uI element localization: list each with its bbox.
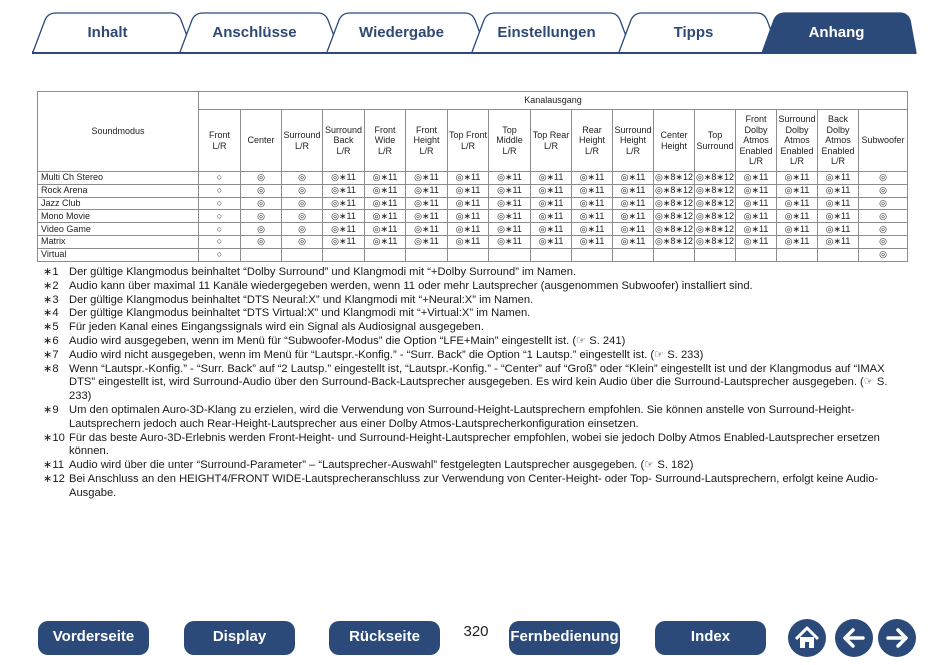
channel-header-line: Dolby bbox=[826, 124, 850, 135]
output-cell: ◎∗8∗12 bbox=[655, 197, 693, 208]
output-cell: ◎∗11 bbox=[777, 235, 818, 248]
output-cell: ◎∗11 bbox=[406, 172, 448, 185]
output-cell: ◎∗11 bbox=[818, 235, 859, 248]
channel-header-line: Subwoofer bbox=[861, 135, 905, 146]
output-cell bbox=[365, 248, 406, 261]
output-cell bbox=[406, 248, 448, 261]
output-cell: ○ bbox=[199, 197, 241, 210]
channel-header-line: Surround bbox=[283, 130, 321, 140]
channel-header-line: Enabled bbox=[780, 145, 814, 156]
output-cell: ◎ bbox=[859, 248, 908, 261]
output-cell: ◎∗11 bbox=[531, 197, 572, 210]
footnote bbox=[43, 280, 903, 294]
channel-header-line: Dolby bbox=[744, 124, 768, 135]
arrow-right-icon bbox=[878, 619, 916, 657]
output-cell: ◎∗11 bbox=[406, 235, 448, 248]
output-cell: ◎∗11 bbox=[572, 223, 613, 236]
output-cell: ◎∗11 bbox=[613, 184, 654, 197]
channel-header-line: Enabled bbox=[821, 145, 855, 156]
output-cell: ◎ bbox=[859, 235, 908, 248]
output-cell bbox=[777, 248, 818, 261]
output-cell: ◎∗11 bbox=[736, 197, 777, 210]
channel-header-line: Atmos bbox=[784, 135, 810, 146]
channel-header bbox=[365, 110, 406, 172]
output-cell: ◎∗8∗12 bbox=[696, 185, 734, 196]
channel-header bbox=[448, 110, 489, 172]
table-row bbox=[38, 248, 908, 261]
output-cell: ◎∗11 bbox=[777, 210, 818, 223]
rear-panel-button[interactable]: Rückseite bbox=[329, 621, 440, 655]
output-cell: ○ bbox=[199, 248, 241, 261]
footnotes bbox=[43, 266, 903, 501]
output-cell bbox=[736, 248, 777, 261]
output-cell bbox=[654, 248, 695, 261]
channel-header bbox=[531, 110, 572, 172]
output-cell: ◎∗11 bbox=[489, 223, 531, 236]
output-cell: ◎∗8∗12 bbox=[696, 236, 734, 247]
channel-header bbox=[777, 110, 818, 172]
footnote-mark: ∗12 bbox=[43, 472, 65, 485]
output-cell: ◎∗11 bbox=[613, 172, 654, 185]
tab-einstellungen[interactable]: Einstellungen bbox=[497, 24, 596, 41]
channel-header bbox=[613, 110, 654, 172]
output-cell: ◎∗11 bbox=[572, 172, 613, 185]
channel-header-line: Center bbox=[247, 135, 275, 146]
output-cell: ◎∗11 bbox=[818, 210, 859, 223]
output-cell: ◎∗11 bbox=[448, 172, 489, 185]
channel-output-header: Kanalausgang bbox=[199, 92, 908, 110]
output-cell: ◎∗8∗12 bbox=[696, 172, 734, 183]
channel-header-line: L/R bbox=[502, 145, 517, 156]
tab-inhalt[interactable]: Inhalt bbox=[87, 24, 128, 41]
footnote-text: Der gültige Klangmodus beinhaltet “DTS Virtual:X” und Klangmodi mit “+Virtual:X” im Namen. bbox=[69, 307, 531, 320]
output-cell bbox=[282, 248, 323, 261]
output-cell: ◎∗11 bbox=[323, 172, 365, 185]
output-cell: ◎∗11 bbox=[323, 197, 365, 210]
output-cell: ◎∗11 bbox=[489, 210, 531, 223]
footnote-text: Wenn “Lautspr.-Konfig.” - “Surr. Back” auf “2 Lautsp.” eingestellt ist, “Lautspr.-Konfig.” - “Center” auf “Groß” oder “Klein” eingestellt ist und der Klangmodus auf “IMAX DTS” eingestellt ist, wird Surround-Audio über den Surround-Back-Lautsprecher ausgegeben. Es wird kein Audio über die Surround-Lautsprecher ausgegeben. (☞ S. 233) bbox=[69, 362, 888, 403]
output-cell: ◎ bbox=[282, 172, 323, 185]
table-row bbox=[38, 184, 908, 197]
sound-mode-cell: Rock Arena bbox=[38, 184, 199, 197]
output-cell: ○ bbox=[199, 223, 241, 236]
output-cell bbox=[695, 248, 736, 261]
output-cell: ◎∗8∗12 bbox=[696, 223, 734, 234]
output-cell: ◎∗11 bbox=[777, 172, 818, 185]
channel-header-line: L/R bbox=[543, 140, 558, 151]
output-cell: ○ bbox=[199, 172, 241, 185]
footnote-mark: ∗4 bbox=[43, 307, 59, 320]
output-cell: ◎∗11 bbox=[406, 197, 448, 210]
output-cell: ◎∗11 bbox=[572, 184, 613, 197]
footnote bbox=[43, 363, 903, 404]
footnote bbox=[43, 321, 903, 335]
footnote-mark: ∗5 bbox=[43, 321, 59, 334]
back-button[interactable] bbox=[835, 619, 873, 657]
output-cell: ◎ bbox=[282, 197, 323, 210]
footnote-text: Der gültige Klangmodus beinhaltet “DTS Neural:X” und Klangmodi mit “+Neural:X” im Namen. bbox=[69, 293, 534, 306]
output-cell: ◎ bbox=[241, 223, 282, 236]
channel-header-line: L/R bbox=[336, 145, 351, 156]
output-cell: ◎∗11 bbox=[777, 223, 818, 236]
output-cell: ◎∗8∗12 bbox=[655, 223, 693, 234]
channel-header-line: Front bbox=[374, 124, 396, 135]
footnote-mark: ∗10 bbox=[43, 431, 65, 444]
output-cell bbox=[613, 248, 654, 261]
output-cell: ◎ bbox=[282, 223, 323, 236]
output-cell: ◎∗11 bbox=[323, 235, 365, 248]
channel-header-line: Front bbox=[208, 130, 230, 140]
footnote-text: Für das beste Auro-3D-Erlebnis werden Front-Height- und Surround-Height-Lautsprecher empfohlen, wobei sie jedoch Dolby Atmos Enabled-Lautsprecher ersetzen können. bbox=[69, 431, 880, 458]
output-cell: ◎∗11 bbox=[736, 210, 777, 223]
channel-header-line: Height bbox=[619, 135, 646, 146]
table-row bbox=[38, 197, 908, 210]
channel-header-line: Height bbox=[660, 140, 687, 151]
footnote bbox=[43, 473, 903, 501]
output-cell: ◎∗8∗12 bbox=[655, 210, 693, 221]
channel-header-line: Atmos bbox=[743, 135, 769, 146]
output-cell: ◎∗11 bbox=[323, 223, 365, 236]
footnote-mark: ∗8 bbox=[43, 362, 59, 375]
output-cell: ◎ bbox=[859, 223, 908, 236]
output-cell: ◎ bbox=[241, 172, 282, 185]
output-cell: ◎∗11 bbox=[818, 184, 859, 197]
tab-tipps[interactable]: Tipps bbox=[673, 24, 714, 41]
output-cell: ◎∗11 bbox=[448, 184, 489, 197]
footnote-text: Der gültige Klangmodus beinhaltet “Dolby Surround” und Klangmodi mit “+Dolby Surround” im Namen. bbox=[69, 266, 577, 278]
channel-header-line: L/R bbox=[419, 145, 434, 156]
footnote bbox=[43, 432, 903, 460]
channel-header bbox=[572, 110, 613, 172]
output-cell bbox=[323, 248, 365, 261]
output-cell: ◎∗11 bbox=[736, 184, 777, 197]
page-number: 320 bbox=[463, 623, 489, 640]
output-cell: ◎∗11 bbox=[406, 210, 448, 223]
output-cell: ◎∗8∗12 bbox=[696, 197, 734, 208]
channel-header bbox=[654, 110, 695, 172]
channel-header-line: L/R bbox=[789, 156, 804, 167]
channel-header-line: Rear bbox=[582, 124, 602, 135]
footnote bbox=[43, 335, 903, 349]
output-cell bbox=[572, 248, 613, 261]
channel-header-line: L/R bbox=[377, 145, 392, 156]
channel-header-line: Center bbox=[660, 130, 688, 140]
output-cell: ◎∗11 bbox=[736, 235, 777, 248]
footnote-text: Audio wird ausgegeben, wenn im Menü für “Subwoofer-Modus” die Option “LFE+Main” eingestellt ist. (☞ S. 241) bbox=[69, 334, 626, 347]
output-cell bbox=[448, 248, 489, 261]
front-panel-button[interactable]: Vorderseite bbox=[38, 621, 149, 655]
output-cell: ◎∗11 bbox=[572, 235, 613, 248]
channel-output-table bbox=[37, 91, 908, 262]
output-cell: ◎∗11 bbox=[365, 235, 406, 248]
output-cell: ◎∗11 bbox=[489, 197, 531, 210]
channel-header-line: Height bbox=[578, 135, 605, 146]
footnote-text: Bei Anschluss an den HEIGHT4/FRONT WIDE-Lautsprecheranschluss zur Verwendung von Center-Height- oder Top- Surround-Lautsprechern, erfolgt keine Audio-Ausgabe. bbox=[69, 472, 879, 499]
tab-wiedergabe[interactable]: Wiedergabe bbox=[359, 24, 444, 41]
channel-header-line: L/R bbox=[212, 140, 227, 151]
output-cell: ◎∗11 bbox=[736, 172, 777, 185]
channel-header-line: Atmos bbox=[825, 135, 851, 146]
channel-header-line: Height bbox=[413, 135, 440, 146]
channel-header-line: Wide bbox=[374, 135, 396, 146]
table-row bbox=[38, 210, 908, 223]
tab-bar bbox=[0, 0, 950, 56]
output-cell: ○ bbox=[199, 210, 241, 223]
sound-mode-cell: Jazz Club bbox=[38, 197, 199, 210]
footnote-text: Audio kann über maximal 11 Kanäle wiedergegeben werden, wenn 11 oder mehr Lautsprecher (ausgenommen Subwoofer) installiert sind. bbox=[69, 279, 753, 292]
home-icon bbox=[788, 619, 826, 657]
table-body bbox=[38, 172, 908, 262]
output-cell: ◎∗8∗12 bbox=[655, 185, 693, 196]
output-cell bbox=[241, 248, 282, 261]
sound-mode-cell: Multi Ch Stereo bbox=[38, 172, 199, 185]
channel-header-line: L/R bbox=[294, 140, 309, 151]
output-cell: ◎ bbox=[859, 172, 908, 185]
channel-header-line: Surround bbox=[696, 140, 734, 151]
sound-mode-cell: Mono Movie bbox=[38, 210, 199, 223]
output-cell: ◎ bbox=[282, 184, 323, 197]
table-row bbox=[38, 235, 908, 248]
output-cell: ◎ bbox=[282, 210, 323, 223]
output-cell: ◎∗11 bbox=[818, 223, 859, 236]
output-cell: ◎∗11 bbox=[323, 184, 365, 197]
output-cell: ◎∗11 bbox=[365, 184, 406, 197]
output-cell: ◎ bbox=[241, 197, 282, 210]
channel-header bbox=[406, 110, 448, 172]
channel-header bbox=[695, 110, 736, 172]
footnote-mark: ∗3 bbox=[43, 293, 59, 306]
sound-mode-cell: Video Game bbox=[38, 223, 199, 236]
table-row bbox=[38, 223, 908, 236]
footnote bbox=[43, 294, 903, 308]
channel-header bbox=[489, 110, 531, 172]
output-cell: ◎∗11 bbox=[489, 235, 531, 248]
channel-header bbox=[323, 110, 365, 172]
channel-header-line: L/R bbox=[830, 156, 845, 167]
channel-header-line: Surround bbox=[614, 124, 652, 135]
output-cell: ◎ bbox=[282, 235, 323, 248]
footnote bbox=[43, 459, 903, 473]
output-cell: ◎∗11 bbox=[613, 197, 654, 210]
footnote-text: Audio wird über die unter “Surround-Parameter” – “Lautsprecher-Auswahl” festgelegten Lautsprecher ausgegeben. (☞ S. 182) bbox=[69, 459, 694, 472]
footnote-text: Audio wird nicht ausgegeben, wenn im Menü für “Lautspr.-Konfig.” - “Surr. Back” die Option “1 Lautsp.” eingestellt ist. (☞ S. 233) bbox=[69, 348, 704, 361]
channel-header-line: Dolby bbox=[785, 124, 809, 135]
output-cell: ◎ bbox=[241, 184, 282, 197]
footnote-mark: ∗6 bbox=[43, 334, 59, 347]
channel-header-line: Enabled bbox=[739, 145, 773, 156]
footnote-text: Um den optimalen Auro-3D-Klang zu erzielen, wird die Verwendung von Surround-Height-Lautsprechern empfohlen. Sie können anstelle von Surround-Height-Lautsprechern jedoch auch Rear-Height-Lautsprecher aus einer Dolby Atmos-Lautsprecherkonfiguration einsetzen. bbox=[69, 403, 855, 430]
channel-header-line: L/R bbox=[584, 145, 599, 156]
output-cell: ◎∗11 bbox=[489, 172, 531, 185]
output-cell: ◎∗11 bbox=[777, 197, 818, 210]
footnote-mark: ∗7 bbox=[43, 348, 59, 361]
footnote bbox=[43, 349, 903, 363]
output-cell bbox=[489, 248, 531, 261]
output-cell: ◎∗11 bbox=[613, 210, 654, 223]
output-cell: ◎∗11 bbox=[448, 210, 489, 223]
footnote-text: Für jeden Kanal eines Eingangssignals wird ein Signal als Audiosignal ausgegeben. bbox=[69, 321, 484, 334]
output-cell: ○ bbox=[199, 184, 241, 197]
footnote-mark: ∗1 bbox=[43, 266, 59, 278]
channel-header-line: Front bbox=[415, 124, 437, 135]
channel-header bbox=[282, 110, 323, 172]
output-cell bbox=[818, 248, 859, 261]
output-cell: ◎∗8∗12 bbox=[655, 172, 693, 183]
channel-header-line: Surround bbox=[778, 114, 816, 125]
output-cell: ◎∗11 bbox=[531, 210, 572, 223]
channel-header-line: Middle bbox=[496, 135, 523, 146]
home-button[interactable] bbox=[788, 619, 826, 657]
output-cell: ◎∗11 bbox=[531, 223, 572, 236]
channel-header-line: Back bbox=[333, 135, 354, 146]
output-cell: ◎∗11 bbox=[406, 223, 448, 236]
footnote bbox=[43, 266, 903, 280]
output-cell: ◎ bbox=[859, 210, 908, 223]
output-cell: ◎∗11 bbox=[489, 184, 531, 197]
sound-mode-header: Soundmodus bbox=[38, 92, 199, 172]
output-cell: ◎∗11 bbox=[448, 235, 489, 248]
channel-header bbox=[241, 110, 282, 172]
sound-mode-cell: Virtual bbox=[38, 248, 199, 261]
output-cell: ◎∗11 bbox=[818, 172, 859, 185]
output-cell: ◎∗11 bbox=[572, 197, 613, 210]
output-cell: ◎∗11 bbox=[531, 184, 572, 197]
channel-header-line: L/R bbox=[460, 140, 475, 151]
channel-header-line: L/R bbox=[625, 145, 640, 156]
output-cell: ◎∗11 bbox=[448, 197, 489, 210]
tab-anhang[interactable]: Anhang bbox=[808, 24, 865, 41]
output-cell: ◎∗11 bbox=[365, 210, 406, 223]
output-cell: ◎ bbox=[241, 235, 282, 248]
output-cell: ◎∗11 bbox=[613, 223, 654, 236]
table-row bbox=[38, 172, 908, 185]
output-cell: ◎∗11 bbox=[365, 223, 406, 236]
tab-anschluesse[interactable]: Anschlüsse bbox=[212, 24, 297, 41]
output-cell: ◎∗11 bbox=[406, 184, 448, 197]
remote-control-button[interactable]: Fernbedienung bbox=[509, 621, 620, 655]
channel-header bbox=[859, 110, 908, 172]
output-cell: ◎ bbox=[859, 197, 908, 210]
output-cell: ◎∗11 bbox=[613, 235, 654, 248]
output-cell: ○ bbox=[199, 235, 241, 248]
footnote-mark: ∗11 bbox=[43, 459, 64, 472]
output-cell: ◎∗11 bbox=[365, 197, 406, 210]
arrow-left-icon bbox=[835, 619, 873, 657]
output-cell: ◎∗11 bbox=[818, 197, 859, 210]
output-cell: ◎∗11 bbox=[531, 235, 572, 248]
channel-header-line: L/R bbox=[748, 156, 763, 167]
display-button[interactable]: Display bbox=[184, 621, 295, 655]
output-cell: ◎∗8∗12 bbox=[696, 210, 734, 221]
channel-header bbox=[736, 110, 777, 172]
channel-header-line: Back bbox=[827, 114, 848, 125]
output-cell: ◎∗11 bbox=[448, 223, 489, 236]
footnote-mark: ∗9 bbox=[43, 403, 59, 416]
sound-mode-cell: Matrix bbox=[38, 235, 199, 248]
footnote bbox=[43, 404, 903, 432]
channel-header-line: Top Rear bbox=[532, 130, 570, 140]
output-cell: ◎∗11 bbox=[531, 172, 572, 185]
channel-header bbox=[199, 110, 241, 172]
output-cell: ◎∗11 bbox=[777, 184, 818, 197]
output-cell: ◎ bbox=[241, 210, 282, 223]
channel-header-line: Top bbox=[707, 130, 723, 140]
channel-header-line: Top Front bbox=[448, 130, 488, 140]
output-cell: ◎ bbox=[859, 184, 908, 197]
channel-header bbox=[818, 110, 859, 172]
footnote-mark: ∗2 bbox=[43, 279, 59, 292]
forward-button[interactable] bbox=[878, 619, 916, 657]
index-button[interactable]: Index bbox=[655, 621, 766, 655]
output-cell: ◎∗11 bbox=[323, 210, 365, 223]
output-cell: ◎∗11 bbox=[736, 223, 777, 236]
channel-header-line: Top bbox=[502, 124, 517, 135]
channel-header-line: Front bbox=[745, 114, 767, 125]
output-cell: ◎∗11 bbox=[365, 172, 406, 185]
output-cell: ◎∗11 bbox=[572, 210, 613, 223]
output-cell bbox=[531, 248, 572, 261]
channel-header-line: Surround bbox=[324, 124, 363, 135]
output-cell: ◎∗8∗12 bbox=[655, 236, 693, 247]
footnote bbox=[43, 307, 903, 321]
